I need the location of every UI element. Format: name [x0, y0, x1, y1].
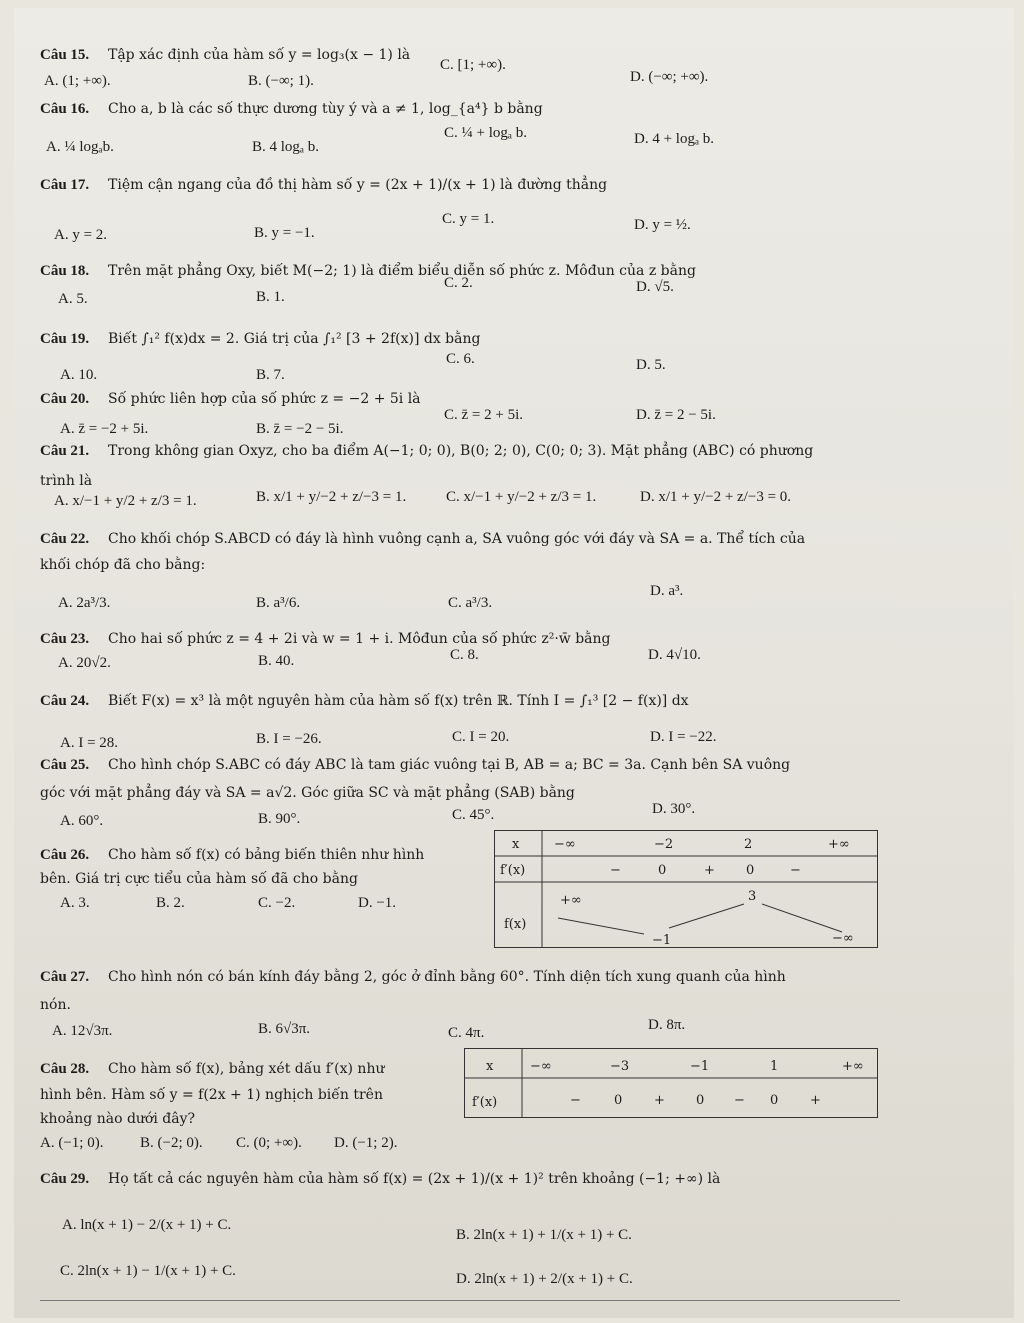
q29-head: Câu 29. — [40, 1171, 90, 1187]
q26-option-c: C. −2. — [258, 895, 296, 911]
q29-option-d: D. 2ln(x + 1) + 2/(x + 1) + C. — [456, 1271, 633, 1287]
q28-fp-sign: − — [570, 1093, 581, 1108]
q16-option-b: B. 4 logₐ b. — [252, 139, 320, 155]
q29-option-b: B. 2ln(x + 1) + 1/(x + 1) + C. — [456, 1227, 632, 1243]
q18-head: Câu 18. — [40, 263, 90, 279]
q19-option-a: A. 10. — [60, 367, 98, 383]
q21-head: Câu 21. — [40, 443, 90, 459]
q17-option-b: B. y = −1. — [254, 225, 315, 241]
q24-text: Biết F(x) = x³ là một nguyên hàm của hàm số f(x) trên ℝ. Tính I = ∫₁³ [2 − f(x)] dx — [108, 693, 689, 709]
q20-option-b: B. z̄ = −2 − 5i. — [256, 421, 344, 437]
q18-text: Trên mặt phẳng Oxy, biết M(−2; 1) là điểm biểu diễn số phức z. Môđun của z bằng — [108, 263, 696, 279]
q24-option-a: A. I = 28. — [60, 735, 119, 751]
q21-option-c: C. x/−1 + y/−2 + z/3 = 1. — [446, 489, 597, 505]
q22-option-b: B. a³/6. — [256, 595, 301, 611]
q28-x-value: −∞ — [530, 1059, 552, 1074]
q28-x-value: 1 — [770, 1059, 779, 1074]
q20-option-c: C. z̄ = 2 + 5i. — [444, 407, 523, 423]
q26-f-value: −1 — [652, 933, 672, 948]
q28-option-b: B. (−2; 0). — [140, 1135, 203, 1151]
q15-option-d: D. (−∞; +∞). — [630, 69, 709, 85]
q26-f-value: +∞ — [560, 893, 582, 908]
q26-x-value: +∞ — [828, 837, 850, 852]
q22-text: Cho khối chóp S.ABCD có đáy là hình vuông cạnh a, SA vuông góc với đáy và SA = a. Thể tích của — [108, 531, 806, 547]
q26-f-value: 3 — [748, 889, 757, 904]
q26-x-label: x — [512, 837, 520, 852]
q27-option-b: B. 6√3π. — [258, 1021, 311, 1037]
q27-option-d: D. 8π. — [648, 1017, 686, 1033]
q15-text: Tập xác định của hàm số y = log₃(x − 1) là — [108, 47, 411, 63]
q26-fp-sign: + — [704, 863, 715, 878]
q22-option-a: A. 2a³/3. — [58, 595, 111, 611]
q23-option-b: B. 40. — [258, 653, 295, 669]
q15-head: Câu 15. — [40, 47, 90, 63]
q24-option-b: B. I = −26. — [256, 731, 322, 747]
q18-option-c: C. 2. — [444, 275, 473, 291]
q28-fp-zero: 0 — [770, 1093, 779, 1108]
q28-x-label: x — [486, 1059, 494, 1074]
q28-fp-zero: 0 — [696, 1093, 705, 1108]
q27-option-c: C. 4π. — [448, 1025, 485, 1041]
q25-option-d: D. 30°. — [652, 801, 696, 817]
q23-option-c: C. 8. — [450, 647, 479, 663]
q20-text: Số phức liên hợp của số phức z = −2 + 5i là — [108, 391, 421, 407]
q19-text: Biết ∫₁² f(x)dx = 2. Giá trị của ∫₁² [3 + 2f(x)] dx bằng — [108, 331, 481, 347]
q28-fp-label: f′(x) — [472, 1095, 498, 1110]
q25-option-b: B. 90°. — [258, 811, 301, 827]
q28-fp-sign: − — [734, 1093, 745, 1108]
q16-head: Câu 16. — [40, 101, 90, 117]
q22-text-line2: khối chóp đã cho bằng: — [40, 557, 206, 573]
q26-head: Câu 26. — [40, 847, 90, 863]
q16-text: Cho a, b là các số thực dương tùy ý và a ≠ 1, log_{a⁴} b bằng — [108, 101, 543, 117]
q28-text-line3: khoảng nào dưới đây? — [40, 1111, 196, 1127]
q26-option-a: A. 3. — [60, 895, 90, 911]
q26-text-line2: bên. Giá trị cực tiểu của hàm số đã cho bằng — [40, 871, 358, 887]
q17-text: Tiệm cận ngang của đồ thị hàm số y = (2x + 1)/(x + 1) là đường thẳng — [108, 177, 608, 193]
q26-option-d: D. −1. — [358, 895, 397, 911]
q26-fp-sign: − — [790, 863, 801, 878]
q19-head: Câu 19. — [40, 331, 90, 347]
q23-option-d: D. 4√10. — [648, 647, 701, 663]
q21-text: Trong không gian Oxyz, cho ba điểm A(−1; 0; 0), B(0; 2; 0), C(0; 0; 3). Mặt phẳng (ABC) có phương — [108, 443, 814, 459]
q28-head: Câu 28. — [40, 1061, 90, 1077]
q16-option-a: A. ¼ logₐb. — [46, 139, 114, 155]
q24-head: Câu 24. — [40, 693, 90, 709]
q17-head: Câu 17. — [40, 177, 90, 193]
q26-x-value: −2 — [654, 837, 674, 852]
page-bottom-rule — [40, 1300, 900, 1301]
q19-option-c: C. 6. — [446, 351, 475, 367]
q29-text: Họ tất cả các nguyên hàm của hàm số f(x) = (2x + 1)/(x + 1)² trên khoảng (−1; +∞) là — [108, 1171, 721, 1187]
q22-option-c: C. a³/3. — [448, 595, 493, 611]
q17-option-d: D. y = ½. — [634, 217, 691, 233]
q17-option-c: C. y = 1. — [442, 211, 495, 227]
q21-option-d: D. x/1 + y/−2 + z/−3 = 0. — [640, 489, 792, 505]
q27-head: Câu 27. — [40, 969, 90, 985]
q22-head: Câu 22. — [40, 531, 90, 547]
q26-variation-table — [494, 830, 878, 948]
q18-option-a: A. 5. — [58, 291, 88, 307]
q17-option-a: A. y = 2. — [54, 227, 108, 243]
q23-option-a: A. 20√2. — [58, 655, 111, 671]
q16-option-c: C. ¼ + logₐ b. — [444, 125, 527, 141]
q28-sign-table — [464, 1048, 878, 1118]
q24-option-c: C. I = 20. — [452, 729, 510, 745]
q28-fp-sign: + — [654, 1093, 665, 1108]
q26-text: Cho hàm số f(x) có bảng biến thiên như hình — [108, 847, 425, 863]
q28-fp-zero: 0 — [614, 1093, 623, 1108]
q15-option-c: C. [1; +∞). — [440, 57, 506, 73]
q21-option-b: B. x/1 + y/−2 + z/−3 = 1. — [256, 489, 407, 505]
q15-option-a: A. (1; +∞). — [44, 73, 111, 89]
q26-x-value: −∞ — [554, 837, 576, 852]
q28-option-d: D. (−1; 2). — [334, 1135, 398, 1151]
q28-fp-sign: + — [810, 1093, 821, 1108]
q25-option-a: A. 60°. — [60, 813, 104, 829]
q27-text-line2: nón. — [40, 997, 71, 1013]
q19-option-d: D. 5. — [636, 357, 666, 373]
q29-option-a: A. ln(x + 1) − 2/(x + 1) + C. — [62, 1217, 232, 1233]
q28-text-line2: hình bên. Hàm số y = f(2x + 1) nghịch biến trên — [40, 1087, 383, 1103]
q29-option-c: C. 2ln(x + 1) − 1/(x + 1) + C. — [60, 1263, 236, 1279]
q24-option-d: D. I = −22. — [650, 729, 717, 745]
q25-head: Câu 25. — [40, 757, 90, 773]
q19-option-b: B. 7. — [256, 367, 285, 383]
q21-text-line2: trình là — [40, 473, 93, 489]
q26-x-value: 2 — [744, 837, 753, 852]
q28-x-value: +∞ — [842, 1059, 864, 1074]
q28-option-a: A. (−1; 0). — [40, 1135, 104, 1151]
q25-text: Cho hình chóp S.ABC có đáy ABC là tam giác vuông tại B, AB = a; BC = 3a. Cạnh bên SA vuông — [108, 757, 791, 773]
q28-x-value: −3 — [610, 1059, 630, 1074]
q20-option-a: A. z̄ = −2 + 5i. — [60, 421, 149, 437]
q16-option-d: D. 4 + logₐ b. — [634, 131, 715, 147]
q25-text-line2: góc với mặt phẳng đáy và SA = a√2. Góc giữa SC và mặt phẳng (SAB) bằng — [40, 785, 575, 801]
q26-fp-zero: 0 — [746, 863, 755, 878]
q26-fp-sign: − — [610, 863, 621, 878]
q27-text: Cho hình nón có bán kính đáy bằng 2, góc ở đỉnh bằng 60°. Tính diện tích xung quanh của hình — [108, 969, 786, 985]
q18-option-d: D. √5. — [636, 279, 674, 295]
q26-f-label: f(x) — [504, 917, 527, 932]
q27-option-a: A. 12√3π. — [52, 1023, 113, 1039]
q28-text: Cho hàm số f(x), bảng xét dấu f′(x) như — [108, 1061, 385, 1077]
q15-option-b: B. (−∞; 1). — [248, 73, 314, 89]
q25-option-c: C. 45°. — [452, 807, 495, 823]
q20-head: Câu 20. — [40, 391, 90, 407]
q21-option-a: A. x/−1 + y/2 + z/3 = 1. — [54, 493, 197, 509]
q18-option-b: B. 1. — [256, 289, 285, 305]
q22-option-d: D. a³. — [650, 583, 684, 599]
q26-fp-label: f′(x) — [500, 863, 526, 878]
q28-option-c: C. (0; +∞). — [236, 1135, 302, 1151]
q20-option-d: D. z̄ = 2 − 5i. — [636, 407, 716, 423]
q26-fp-zero: 0 — [658, 863, 667, 878]
q26-option-b: B. 2. — [156, 895, 185, 911]
q23-head: Câu 23. — [40, 631, 90, 647]
q26-f-value: −∞ — [832, 931, 854, 946]
q23-text: Cho hai số phức z = 4 + 2i và w = 1 + i. Môđun của số phức z²·w̄ bằng — [108, 631, 611, 647]
q28-x-value: −1 — [690, 1059, 710, 1074]
